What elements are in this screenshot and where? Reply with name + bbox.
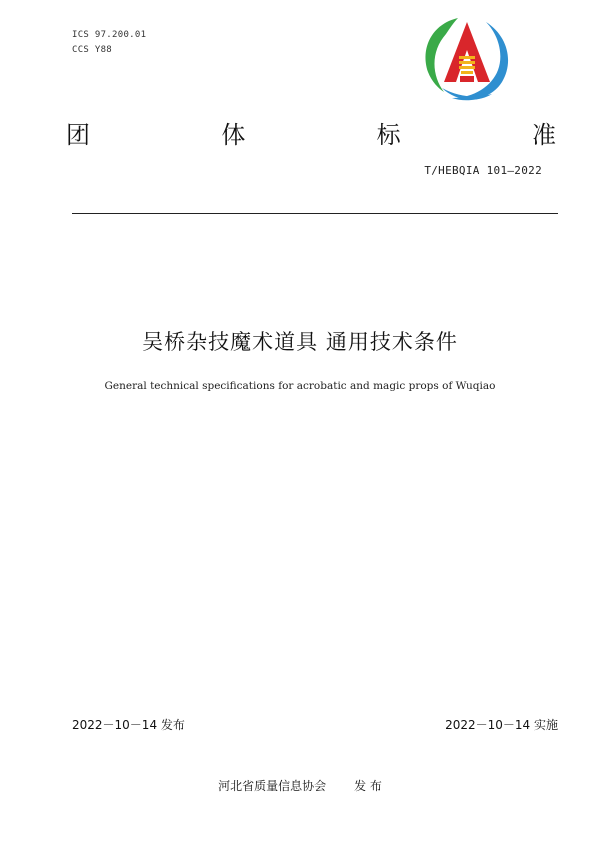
document-title-cn: 吴桥杂技魔术道具 通用技术条件 — [142, 330, 458, 354]
issuer-action: 发 布 — [354, 779, 382, 793]
association-logo-icon — [418, 14, 516, 106]
standard-type-char: 准 — [531, 120, 556, 149]
standard-type-char: 团 — [66, 120, 90, 149]
standard-type-heading — [66, 112, 556, 152]
issuing-body — [0, 777, 600, 794]
publish-date: 2022－10－14 发布 — [72, 718, 185, 732]
implement-date: 2022－10－14 实施 — [445, 718, 558, 732]
standard-type-char: 标 — [376, 120, 401, 149]
ics-code: ICS 97.200.01 — [72, 30, 147, 40]
classification-codes — [72, 28, 146, 58]
header-divider — [72, 213, 558, 214]
standard-type-char: 体 — [221, 120, 246, 149]
ccs-code: CCS Y88 — [72, 45, 113, 55]
document-title-en: General technical specifications for acrobatic and magic props of Wuqiao — [104, 380, 496, 392]
logo-graphic — [418, 14, 516, 106]
standard-number: T/HEBQIA 101—2022 — [424, 164, 542, 177]
issuer-name: 河北省质量信息协会 — [218, 779, 327, 793]
